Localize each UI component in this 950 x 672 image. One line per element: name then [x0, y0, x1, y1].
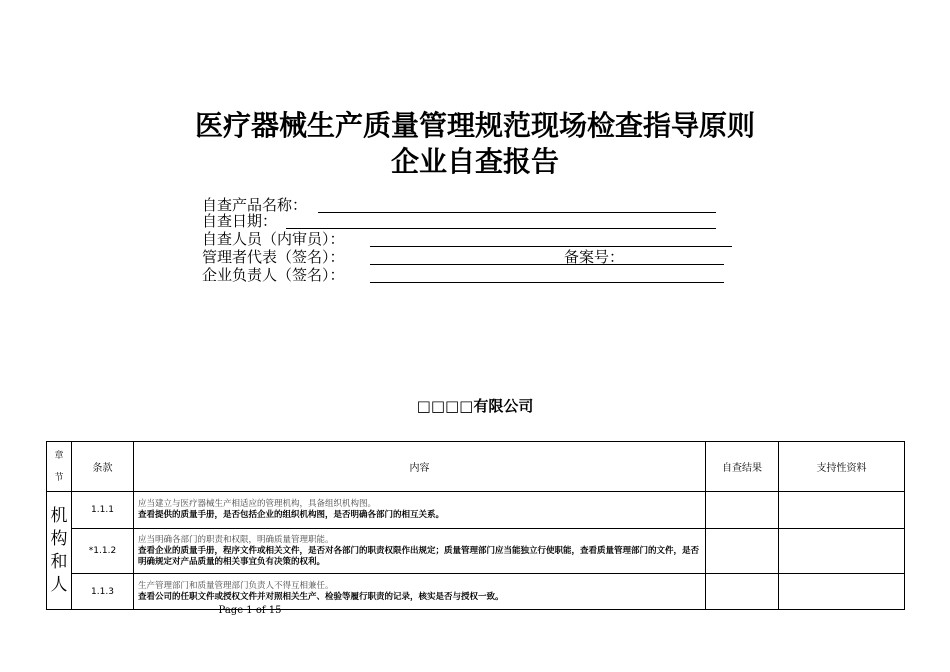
field-inspector-blank[interactable]	[370, 246, 732, 247]
report-subtitle: 企业自查报告	[390, 145, 559, 178]
field-manager-rep-blank[interactable]	[370, 264, 724, 265]
chapter-label	[47, 492, 72, 610]
table-row	[47, 492, 905, 529]
self-check-table	[46, 441, 905, 610]
evidence-cell[interactable]	[779, 529, 905, 574]
clause-content	[134, 529, 706, 574]
clause-check-method: 查看提供的质量手册，是否包括企业的组织机构图，是否明确各部门的相互关系。	[138, 510, 445, 520]
header-result: 自查结果	[706, 442, 779, 492]
field-product-name-blank[interactable]	[318, 212, 716, 213]
clause-check-method: 查看公司的任职文件或授权文件并对照相关生产、检验等履行职责的记录，核实是否与授权一致。	[138, 591, 504, 602]
clause-number: 1.1.1	[72, 492, 134, 529]
clause-check-method: 查看企业的质量手册，程序文件或相关文件，是否对各部门的职责权限作出规定；质量管理部门应当能独立行使职能，查看质量管理部门的文件，是否明确规定对产品质量的相关事宜负有决策的权利。	[138, 545, 700, 567]
chapter-char: 人	[50, 574, 68, 595]
field-date-blank[interactable]	[286, 228, 716, 229]
page-footer: Page 1 of 15	[218, 605, 282, 616]
header-chapter-a: 章	[54, 450, 64, 461]
clause-content	[134, 492, 706, 529]
clause-number: 1.1.3	[72, 574, 134, 610]
table-row	[47, 529, 905, 574]
field-responsible-label: 企业负责人（签名）：	[202, 266, 345, 284]
field-product-name-label: 自查产品名称：	[202, 196, 308, 214]
clause-requirement: 生产管理部门和质量管理部门负责人不得互相兼任。	[138, 580, 334, 591]
field-manager-rep-label: 管理者代表（签名）：	[202, 248, 345, 266]
company-name: □□□□有限公司	[416, 397, 534, 415]
header-content: 内容	[134, 442, 706, 492]
header-chapter-b: 节	[54, 472, 64, 483]
header-clause: 条款	[72, 442, 134, 492]
evidence-cell[interactable]	[779, 492, 905, 529]
chapter-char: 机	[50, 505, 68, 526]
clause-number: *1.1.2	[72, 529, 134, 574]
clause-requirement: 应当明确各部门的职责和权限，明确质量管理职能。	[138, 534, 334, 545]
result-cell[interactable]	[706, 529, 779, 574]
header-evidence: 支持性资料	[779, 442, 905, 492]
report-title: 医疗器械生产质量管理规范现场检查指导原则	[194, 109, 755, 142]
chapter-char: 构	[50, 528, 68, 549]
result-cell[interactable]	[706, 492, 779, 529]
evidence-cell[interactable]	[779, 574, 905, 610]
clause-requirement: 应当建立与医疗器械生产相适应的管理机构，具备组织机构图。	[138, 499, 377, 509]
field-inspector-label: 自查人员（内审员）：	[202, 230, 345, 248]
field-date-label: 自查日期：	[202, 212, 278, 230]
field-record-no-label: 备案号：	[564, 248, 625, 266]
header-chapter	[47, 442, 72, 492]
field-responsible-blank[interactable]	[370, 282, 724, 283]
result-cell[interactable]	[706, 574, 779, 610]
chapter-char: 和	[50, 551, 68, 572]
table-header-row	[47, 442, 905, 492]
